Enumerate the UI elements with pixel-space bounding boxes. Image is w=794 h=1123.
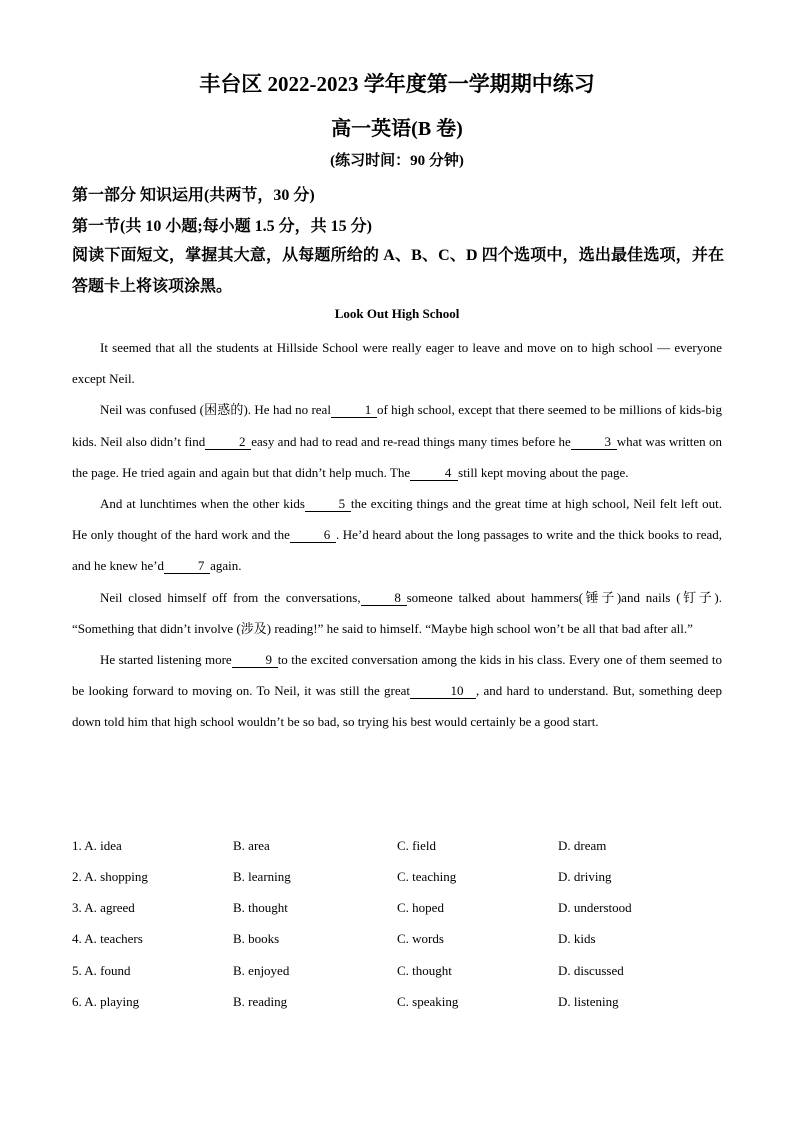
option-a: 3. A. agreed (72, 900, 135, 915)
option-c: C. teaching (397, 869, 457, 884)
option-d: D. discussed (558, 963, 624, 978)
paragraph-text: someone talked about hammers(锤子)and nails (钉子). “Something that didn’t involve (涉及) reading!” he said to himself. “Maybe high school won’t be all that bad after all.” (72, 589, 722, 636)
blank-2: 2 (205, 435, 251, 450)
passage-title: Look Out High School (334, 306, 460, 321)
option-c: C. thought (397, 963, 452, 978)
option-d: D. dream (558, 838, 607, 853)
paragraph-text: Neil closed himself off from the conversations, (100, 589, 361, 605)
exam-duration: (练习时间：90 分钟) (330, 153, 464, 169)
paragraph-text: to the excited conversation among the kids in his class. Every one of them seemed to be looking forward to moving on. To Neil, it was still the great (72, 652, 722, 699)
blank-9: 9 (232, 653, 278, 668)
paragraph-text: again. (210, 558, 242, 574)
passage-body (72, 332, 722, 738)
option-c: C. hoped (397, 900, 444, 915)
blank-1: 1 (331, 403, 377, 418)
option-d: D. kids (558, 931, 596, 946)
paragraph-text: of high school, except that there seemed to be millions of kids-big kids. Neil also didn’t find (72, 402, 722, 449)
option-b: B. learning (233, 869, 291, 884)
blank-10: 10 (410, 684, 476, 699)
blank-4: 4 (410, 466, 458, 481)
option-b: B. reading (233, 994, 288, 1009)
option-a: 1. A. idea (72, 838, 122, 853)
option-c: C. field (397, 838, 436, 853)
paragraph-2 (72, 394, 722, 488)
option-a: 2. A. shopping (72, 869, 148, 884)
exam-title: 丰台区 2022-2023 学年度第一学期期中练习 (199, 72, 595, 96)
option-b: B. thought (233, 900, 288, 915)
paragraph-4 (72, 582, 722, 644)
part-heading: 第一部分 知识运用(共两节，30 分) (72, 187, 315, 204)
question-row-3 (72, 900, 724, 920)
paragraph-text: It seemed that all the students at Hillside School were really eager to leave and move on to high school — everyone except Neil. (72, 340, 722, 387)
paragraph-text: . He’d heard about the long passages to write and the thick books to read, and he knew he’d (72, 527, 722, 574)
blank-6: 6 (290, 528, 336, 543)
blank-3: 3 (571, 435, 617, 450)
paragraph-1 (72, 332, 722, 394)
option-a: 5. A. found (72, 963, 131, 978)
paragraph-text: still kept moving about the page. (458, 464, 629, 480)
paragraph-text: He started listening more (100, 652, 232, 668)
paragraph-text: the exciting things and the great time at high school, Neil felt left out. He only thought of the hard work and the (72, 496, 722, 543)
option-d: D. listening (558, 994, 619, 1009)
option-b: B. enjoyed (233, 963, 290, 978)
paragraph-5 (72, 644, 722, 738)
paragraph-text: easy and had to read and re-read things many times before he (251, 433, 571, 449)
option-b: B. area (233, 838, 270, 853)
blank-8: 8 (361, 591, 407, 606)
instruction-text: 阅读下面短文，掌握其大意，从每题所给的 A、B、C、D 四个选项中，选出最佳选项，并在答题卡上将该项涂黑。 (72, 247, 724, 295)
option-b: B. books (233, 931, 280, 946)
paragraph-text: Neil was confused (困惑的). He had no real (100, 402, 331, 418)
option-a: 4. A. teachers (72, 931, 143, 946)
paragraph-text: , and hard to understand. But, something deep down told him that high school wouldn’t be so bad, so trying his best would certainly be a good start. (72, 683, 722, 730)
blank-5: 5 (305, 497, 351, 512)
option-c: C. words (397, 931, 444, 946)
option-a: 6. A. playing (72, 994, 140, 1009)
question-row-2 (72, 869, 724, 889)
question-row-1 (72, 838, 724, 858)
paragraph-3 (72, 488, 722, 582)
exam-subtitle: 高一英语(B 卷) (331, 118, 463, 140)
blank-7: 7 (164, 559, 210, 574)
question-row-6 (72, 994, 724, 1014)
question-row-4 (72, 931, 724, 951)
subsection-heading: 第一节(共 10 小题;每小题 1.5 分，共 15 分) (72, 218, 372, 235)
option-d: D. understood (558, 900, 632, 915)
option-d: D. driving (558, 869, 612, 884)
paragraph-text: what was written on the page. He tried again and again but that didn’t help much. The (72, 433, 722, 480)
option-c: C. speaking (397, 994, 459, 1009)
paragraph-text: And at lunchtimes when the other kids (100, 496, 305, 512)
question-row-5 (72, 963, 724, 983)
